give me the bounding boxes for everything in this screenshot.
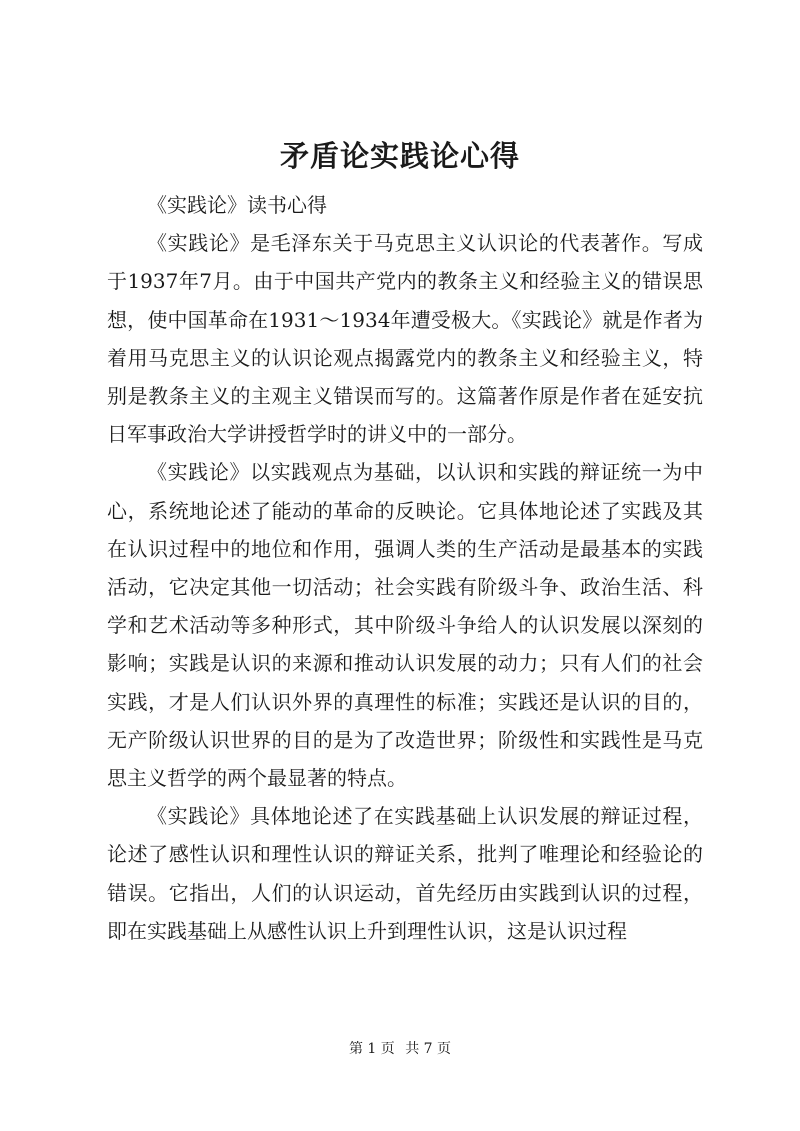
paragraph-1: 《实践论》是毛泽东关于马克思主义认识论的代表著作。写成于1937年7月。由于中国共产党内的教条主义和经验主义的错误思想，使中国革命在1931～1934年遭受极大。《实践论》就是作者为着用马克思主义的认识论观点揭露党内的教条主义和经验主义，特别是教条主义的主观主义错误而写的。这篇著作原是作者在延安抗日军事政治大学讲授哲学时的讲义中的一部分。 [107,231,703,447]
page-footer [0,1039,800,1059]
page-total: 共 7 页 [405,1041,452,1057]
document-title: 矛盾论实践论心得 [279,139,520,173]
document-body [107,186,703,950]
paragraph-3: 《实践论》具体地论述了在实践基础上认识发展的辩证过程，论述了感性认识和理性认识的辩证关系，批判了唯理论和经验论的错误。它指出，人们的认识运动，首先经历由实践到认识的过程，即在实践基础上从感性认识上升到理性认识，这是认识过程 [107,804,703,943]
page-number: 第 1 页 [348,1041,395,1057]
paragraph-2: 《实践论》以实践观点为基础，以认识和实践的辩证统一为中心，系统地论述了能动的革命的反映论。它具体地论述了实践及其在认识过程中的地位和作用，强调人类的生产活动是最基本的实践活动，它决定其他一切活动；社会实践有阶级斗争、政治生活、科学和艺术活动等多种形式，其中阶级斗争给人的认识发展以深刻的影响；实践是认识的来源和推动认识发展的动力；只有人们的社会实践，才是人们认识外界的真理性的标准；实践还是认识的目的，无产阶级认识世界的目的是为了改造世界；阶级性和实践性是马克思主义哲学的两个最显著的特点。 [107,460,703,791]
paragraph-subtitle: 《实践论》读书心得 [147,193,327,217]
